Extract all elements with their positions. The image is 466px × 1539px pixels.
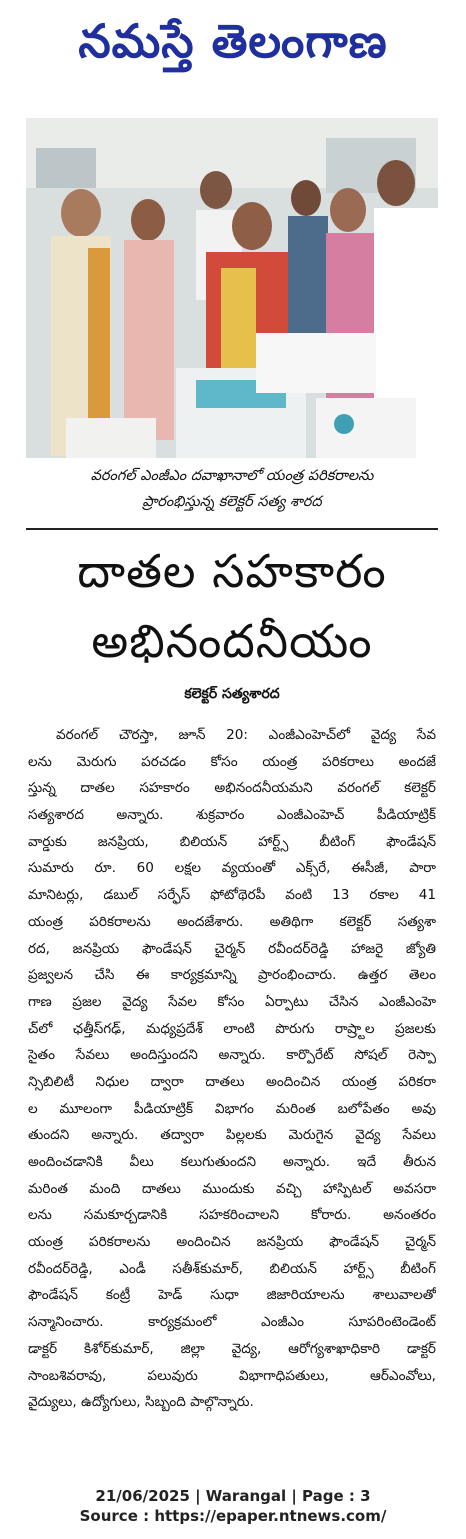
- photo-caption: [26, 463, 438, 515]
- masthead-title: నమస్తే తెలంగాణ: [78, 14, 388, 68]
- body-line: యంత్ర పరికరాలను అందించిన జనప్రియ ఫౌండేషన్ చైర్మన్: [28, 1234, 436, 1251]
- headline-line: దాతల సహకారం: [77, 544, 387, 598]
- article-byline: కలెక్టర్ సత్యశారద: [184, 686, 280, 702]
- article-body: [28, 722, 436, 1416]
- body-line: సైతం సేవలు అందిస్తుందని అన్నారు. కార్పొరేట్ సోషల్ రెస్పా: [28, 1047, 436, 1064]
- body-line: లను సమకూర్చడానికి సహకరించాలని కోరారు. అనంతరం: [28, 1207, 436, 1224]
- caption-line: వరంగల్ ఎంజీఎం దవాఖానాలో యంత్ర పరికరాలను: [90, 468, 374, 484]
- body-line: సుమారు రూ. 60 లక్షల వ్యయంతో ఎక్స్‌రే, ఈసీజీ, పారా: [28, 860, 436, 877]
- article-headline: [26, 536, 438, 676]
- body-line: ల మూలంగా పీడియాట్రిక్ విభాగం మరింత బలోపేతం అవు: [28, 1100, 436, 1117]
- body-line: యంత్ర పరికరాలను అందజేశారు. అతిథిగా కలెక్టర్ సత్యశా: [28, 913, 436, 930]
- news-photo: [26, 118, 438, 458]
- body-line: వార్డుకు జనప్రియ, బిలియన్ హార్ట్స్ బీటింగ్ ఫౌండేషన్: [28, 833, 436, 850]
- body-line: తుందని అన్నారు. తద్వారా పిల్లలకు మెరుగైన వైద్య సేవలు: [28, 1127, 436, 1144]
- body-line: డాక్టర్ కిశోర్‌కుమార్, జిల్లా వైద్య, ఆరోగ్యశాఖాధికారి డాక్టర్: [28, 1340, 436, 1357]
- body-line: రద, జనప్రియ ఫౌండేషన్ చైర్మన్ రవీందర్‌రెడ్డి హాజరై జ్యోతి: [28, 940, 436, 957]
- body-line: ప్రజ్వలన చేసి ఈ కార్యక్రమాన్ని ప్రారంభించారు. ఉత్తర తెలం: [28, 967, 436, 984]
- body-line: వైద్యులు, ఉద్యోగులు, సిబ్బంది పాల్గొన్నారు.: [28, 1394, 254, 1411]
- caption-line: ప్రారంభిస్తున్న కలెక్టర్ సత్య శారద: [142, 494, 322, 510]
- event-photo-illustration: [26, 118, 438, 458]
- body-line: మానిటర్లు, డబుల్ సర్ఫేస్ ఫోటోథెరపీ వంటి 13 రకాల 41: [28, 887, 436, 904]
- body-line: వరంగల్ చౌరస్తా, జూన్ 20: ఎంజీఎంహెచ్‌లో వైద్య సేవ: [56, 727, 436, 743]
- body-line: గాణ ప్రజల వైద్య సేవల కోసం ఏర్పాటు చేసిన ఎంజీఎంహె: [28, 993, 436, 1010]
- headline-line: అభినందనీయం: [91, 614, 373, 668]
- body-line: సత్యశారద అన్నారు. శుక్రవారం ఎంజీఎంహెచ్ పీడియాట్రిక్: [28, 807, 436, 824]
- body-line: లను మెరుగు పరచడం కోసం యంత్ర పరికరాలు అందజే: [28, 753, 436, 770]
- source-link[interactable]: Source : https://epaper.ntnews.com/: [79, 1507, 387, 1525]
- body-line: రవీందర్‌రెడ్డి, ఎండీ సతీశ్‌కుమార్, బిలియన్ హార్ట్స్ బీటింగ్: [28, 1260, 436, 1277]
- body-line: చ్‌లో ఛత్తీస్‌గఢ్, మధ్యప్రదేశ్ లాంటి పొరుగు రాష్ర్టాల ప్రజలకు: [28, 1020, 436, 1037]
- body-line: అందించడానికి వీలు కలుగుతుందని అన్నారు. ఇదే తీరున: [28, 1154, 436, 1170]
- body-line: మరింత మంది దాతలు ముందుకు వచ్చి హాస్పిటల్ అవసరా: [28, 1180, 436, 1197]
- edition-info: 21/06/2025 | Warangal | Page : 3: [95, 1487, 371, 1505]
- body-line: న్సిబిలిటీ నిధుల ద్వారా దాతలు అందించిన యంత్ర పరికరా: [28, 1073, 436, 1090]
- newspaper-masthead: [0, 0, 466, 92]
- body-line: ఫౌండేషన్ కంట్రీ హెడ్ సుధా జిజారియాలను శాలువాలతో: [28, 1287, 436, 1304]
- body-line: స్తున్న దాతల సహకారం అభినందనీయమని వరంగల్ కలెక్టర్: [28, 780, 436, 797]
- divider-rule: [26, 528, 438, 530]
- body-line: సాంబశివరావు, పలువురు విభాగాధిపతులు, ఆర్‌ఎంవోలు,: [28, 1367, 436, 1384]
- body-line: సన్మానించారు. కార్యక్రమంలో ఎంజీఎం సూపరింటెండెంట్: [28, 1314, 436, 1331]
